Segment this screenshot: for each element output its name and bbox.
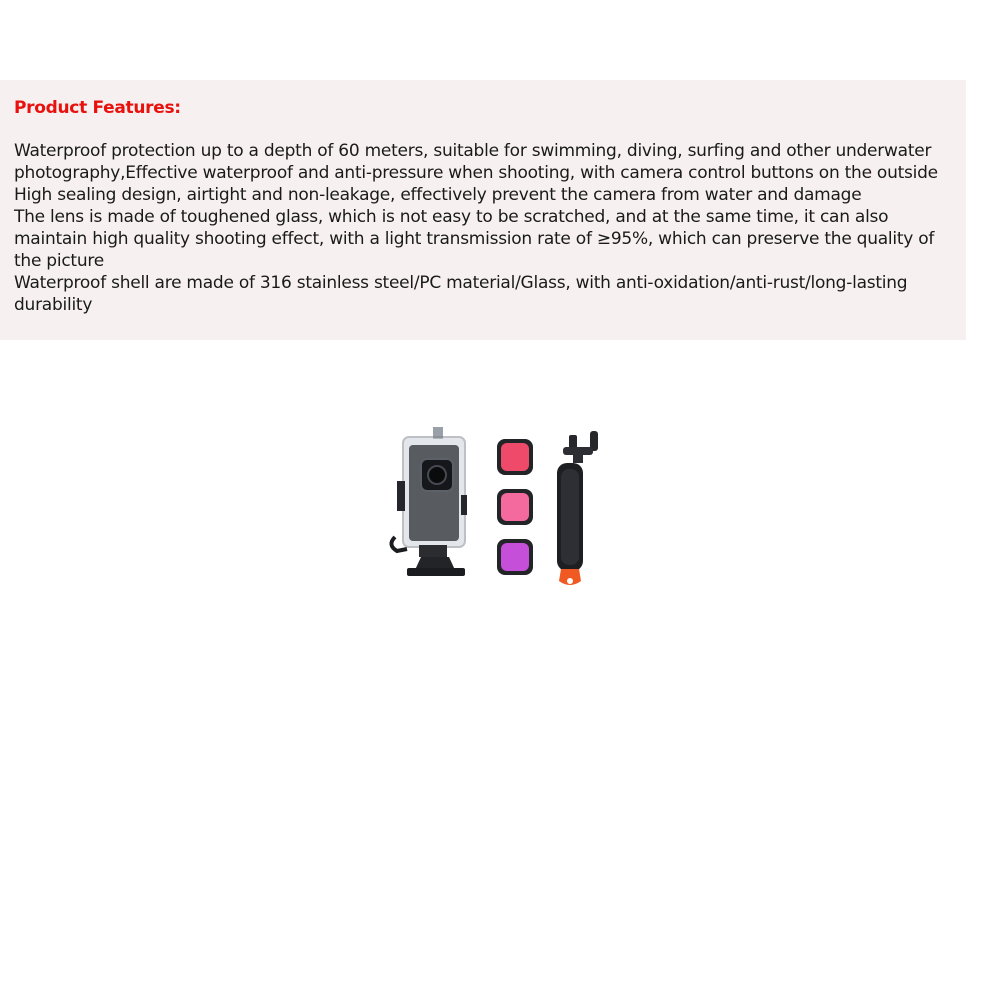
- pink-filter-icon: [497, 489, 533, 525]
- features-list: [14, 140, 959, 316]
- features-title: Product Features:: [14, 98, 181, 118]
- waterproof-case-icon: [391, 427, 467, 576]
- feature-item-sealing-design: High sealing design, airtight and non-leakage, effectively prevent the camera from water and damage: [14, 185, 862, 205]
- red-filter-icon: [497, 439, 533, 475]
- feature-item-shell-material: Waterproof shell are made of 316 stainless steel/PC material/Glass, with anti-oxidation/anti-rust/long-lasting durability: [14, 273, 908, 315]
- product-image: [385, 425, 610, 590]
- floating-grip-icon: [557, 431, 598, 585]
- product-features-panel: [0, 80, 966, 340]
- feature-item-waterproof-depth: Waterproof protection up to a depth of 60 meters, suitable for swimming, diving, surfing and other underwater photography,Effective waterproof and anti-pressure when shooting, with camera control buttons on the outside: [14, 141, 938, 183]
- magenta-filter-icon: [497, 539, 533, 575]
- feature-item-toughened-lens: The lens is made of toughened glass, which is not easy to be scratched, and at the same time, it can also maintain high quality shooting effect, with a light transmission rate of ≥95%, which can preserve the quality of the picture: [14, 207, 935, 271]
